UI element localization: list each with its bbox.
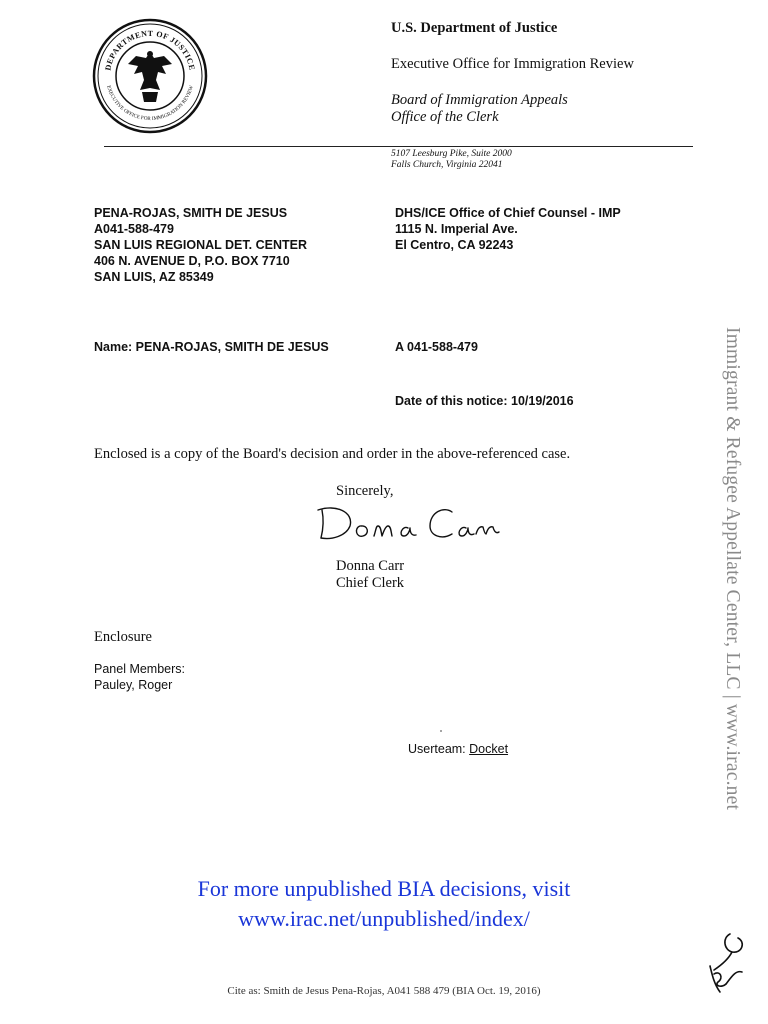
office-address-line1: 5107 Leesburg Pike, Suite 2000: [391, 149, 512, 159]
svg-text:EXECUTIVE OFFICE FOR IMMIGRATI: EXECUTIVE OFFICE FOR IMMIGRATION REVIEW: [105, 84, 195, 123]
recipient-city: SAN LUIS, AZ 85349: [94, 270, 214, 284]
recipient-a-number: A041-588-479: [94, 222, 174, 236]
case-a-number: A 041-588-479: [395, 340, 478, 354]
irac-promo-line1: For more unpublished BIA decisions, visit: [197, 876, 571, 901]
irac-vertical-watermark: Immigrant & Refugee Appellate Center, LLC | www.irac.net: [722, 327, 743, 811]
scan-speck: [440, 730, 442, 732]
enclosed-statement: Enclosed is a copy of the Board's decision and order in the above-referenced case.: [94, 446, 571, 462]
closing: Sincerely,: [336, 483, 394, 499]
notice-date-label: Date of this notice:: [395, 394, 508, 408]
office-title: Executive Office for Immigration Review: [391, 56, 634, 72]
recipient-address: [94, 205, 307, 285]
board-name: Board of Immigration Appeals: [391, 92, 568, 108]
doj-seal-logo: [92, 18, 208, 134]
department-title: U.S. Department of Justice: [391, 20, 558, 36]
notice-date: [395, 394, 574, 408]
signer-block: [336, 558, 404, 592]
recipient-street: 406 N. AVENUE D, P.O. BOX 7710: [94, 254, 290, 268]
irac-promo-url[interactable]: www.irac.net/unpublished/index/: [238, 906, 530, 931]
counsel-street: 1115 N. Imperial Ave.: [395, 222, 518, 236]
office-address: [391, 149, 512, 171]
counsel-city: El Centro, CA 92243: [395, 238, 514, 252]
clerk-office: Office of the Clerk: [391, 109, 499, 125]
panel-members: [94, 661, 185, 693]
enclosure-label: Enclosure: [94, 629, 152, 645]
office-address-line2: Falls Church, Virginia 22041: [391, 160, 503, 170]
case-name: Name: PENA-ROJAS, SMITH DE JESUS: [94, 340, 329, 354]
panel-member: Pauley, Roger: [94, 678, 173, 692]
counsel-name: DHS/ICE Office of Chief Counsel - IMP: [395, 206, 621, 220]
counsel-address: [395, 205, 621, 253]
userteam-label: Userteam:: [408, 742, 466, 756]
userteam-value: Docket: [469, 742, 509, 756]
signature-donna-carr: [316, 498, 501, 544]
svg-text:DEPARTMENT OF JUSTICE: DEPARTMENT OF JUSTICE: [103, 28, 197, 72]
panel-members-label: Panel Members:: [94, 662, 186, 676]
recipient-facility: SAN LUIS REGIONAL DET. CENTER: [94, 238, 307, 252]
signer-name: Donna Carr: [336, 558, 405, 574]
board-heading: [391, 92, 568, 126]
citation-line: Cite as: Smith de Jesus Pena-Rojas, A041 588 479 (BIA Oct. 19, 2016): [227, 985, 541, 997]
notice-date-value: 10/19/2016: [511, 394, 574, 408]
userteam: [408, 742, 508, 756]
header-divider: [104, 146, 693, 147]
recipient-name: PENA-ROJAS, SMITH DE JESUS: [94, 206, 288, 220]
handwritten-initials: [702, 930, 752, 996]
signer-title: Chief Clerk: [336, 575, 405, 591]
